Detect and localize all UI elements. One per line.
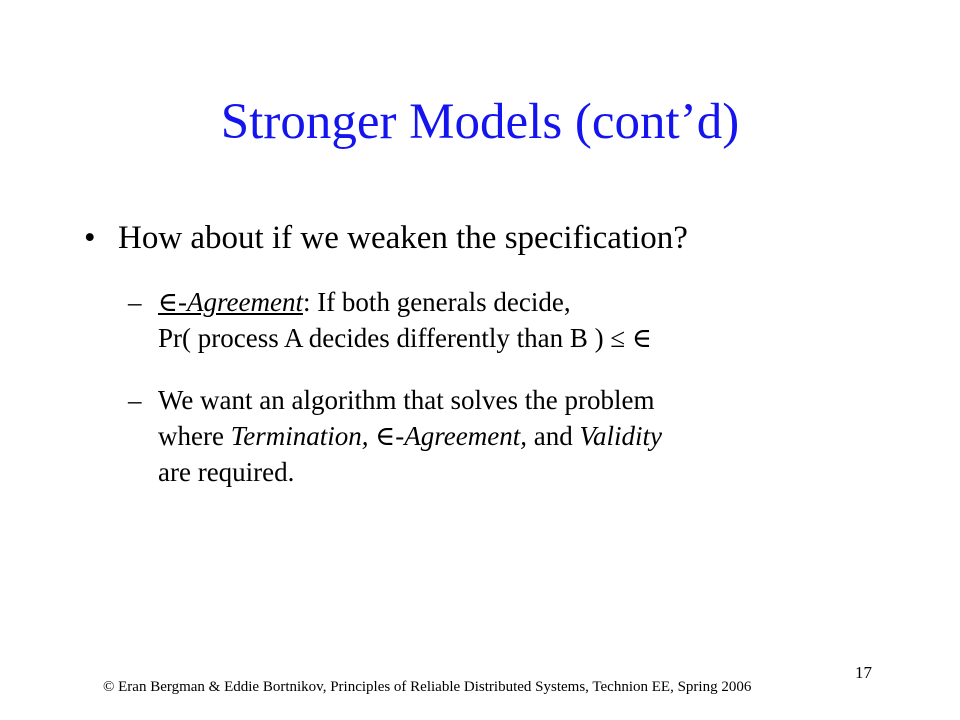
- where-text: where: [158, 421, 231, 451]
- main-bullet: [84, 218, 688, 258]
- copyright-footer: © Eran Bergman & Eddie Bortnikov, Principles of Reliable Distributed Systems, Technion EE, Spring 2006: [103, 679, 752, 695]
- agreement-term: -Agreement: [178, 287, 303, 317]
- dash-marker: –: [128, 385, 142, 415]
- algorithm-text: We want an algorithm that solves the problem: [158, 385, 655, 415]
- dash-marker: –: [128, 287, 142, 317]
- requirements-line: [128, 418, 662, 454]
- agreement-definition-text: : If both generals decide,: [302, 287, 571, 317]
- validity-term: Validity: [579, 421, 662, 451]
- page-number: 17: [855, 663, 872, 682]
- subbullet-agreement: [128, 284, 652, 356]
- slide-title: Stronger Models (cont’d): [220, 94, 740, 150]
- subbullet-algorithm: [128, 382, 662, 490]
- epsilon-symbol: ∈: [375, 421, 396, 451]
- bullet-dot-icon: •: [84, 220, 96, 256]
- subbullet-line: [128, 382, 662, 418]
- main-bullet-text: How about if we weaken the specification?: [118, 220, 688, 256]
- required-text: are required.: [158, 457, 295, 487]
- epsilon-symbol: ∈: [158, 287, 178, 317]
- subbullet-line: [128, 284, 652, 320]
- termination-term: Termination,: [230, 421, 376, 451]
- and-text: and: [526, 421, 580, 451]
- probability-statement: Pr( process A decides differently than B ) ≤ ∈: [158, 323, 652, 353]
- epsilon-agreement-term: [158, 287, 303, 317]
- agreement-term: -Agreement,: [395, 421, 527, 451]
